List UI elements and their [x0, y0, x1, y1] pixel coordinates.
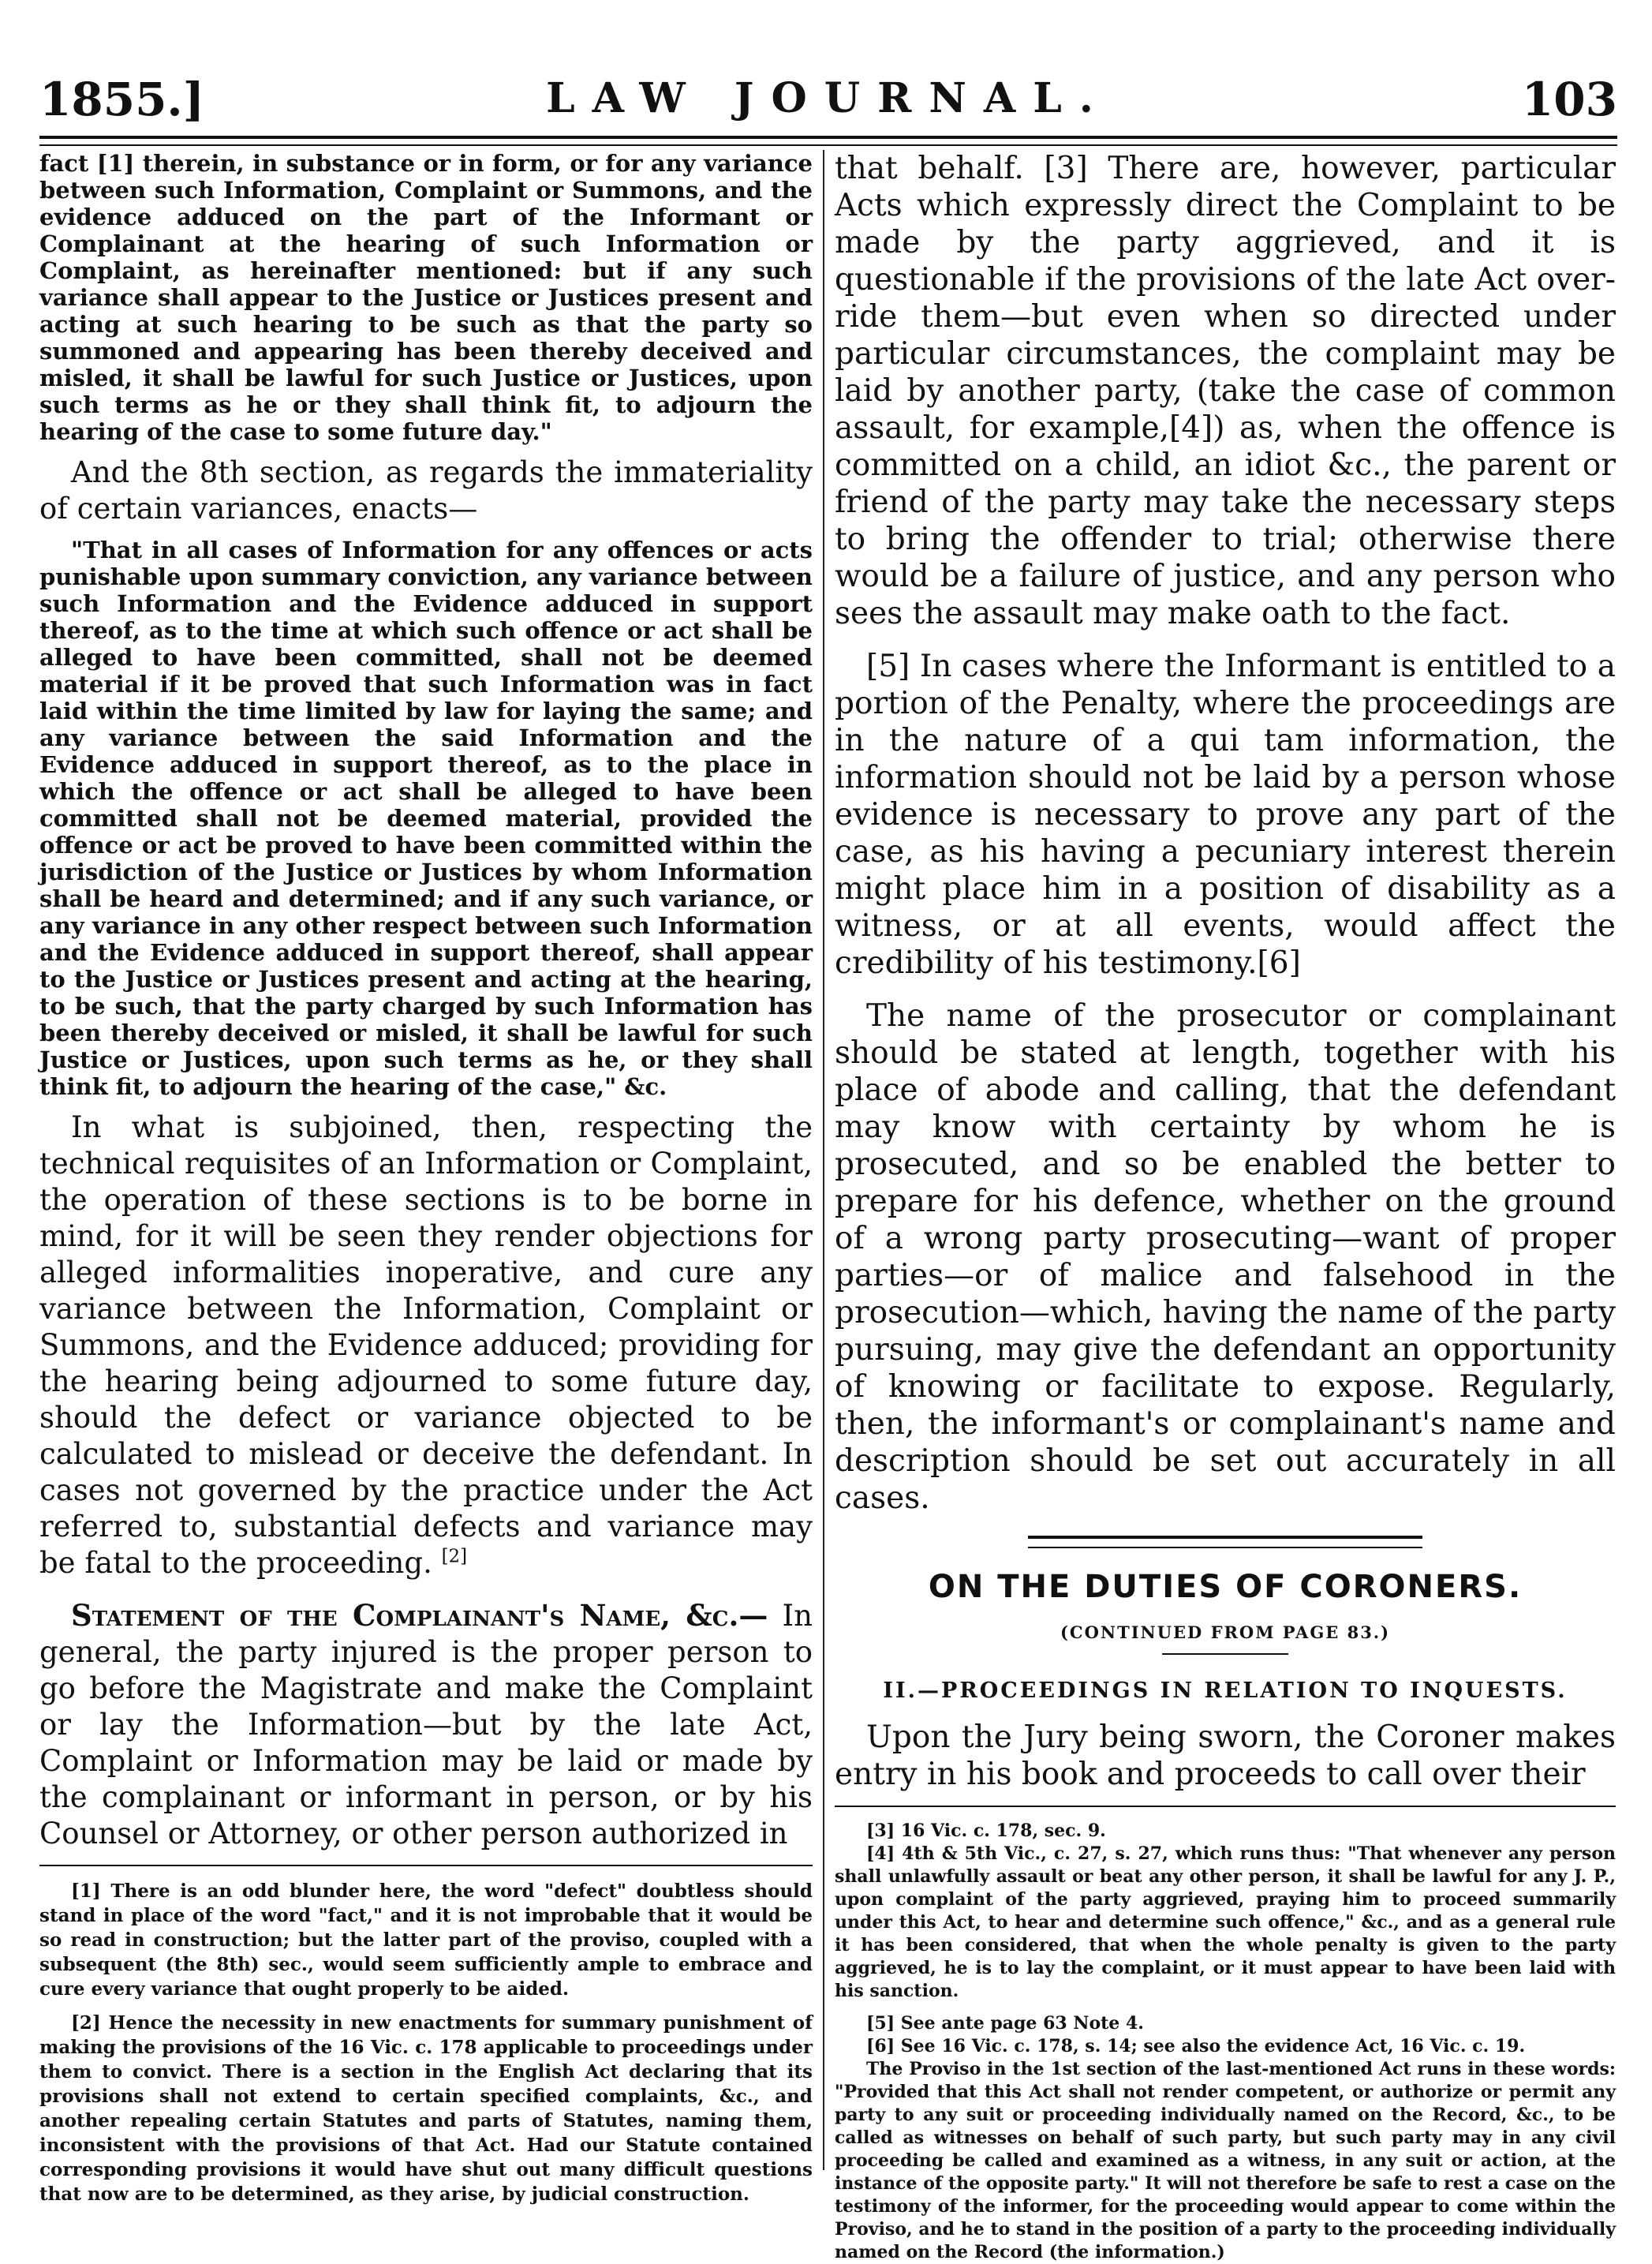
- subsection-title: II.—PROCEEDINGS IN RELATION TO INQUESTS.: [883, 1678, 1568, 1703]
- footnote-1: [1] There is an odd blunder here, the word "defect" doubtless should stand in place of the word "fact," and it is not improbable that it would be so read in construction; but the latter part of the proviso, coupled with a subsequent (the 8th) sec., would seem sufficiently ample to embrace and cure every variance that ought properly to be aided.: [39, 1880, 813, 2000]
- footnote-rule-right: [835, 1806, 1616, 1807]
- paragraph-statement: [39, 1597, 813, 1852]
- paragraph-subjoined-text: In what is subjoined, then, respecting the technical requisites of an Information or Complaint, the operation of these sections is to be borne in mind, for it will be seen they render objections for alleged informalities inoperative, and cure any variance between the Information, Complaint or Summons, and the Evidence adduced; providing for the hearing being adjourned to some future day, should the defect or variance objected to be calculated to mislead or deceive the defendant. In cases not governed by the practice under the Act referred to, substantial defects and variance may be fatal to the proceeding.: [39, 1110, 813, 1580]
- right-column: [835, 150, 1616, 2262]
- paragraph-jury: Upon the Jury being sworn, the Coroner makes entry in his book and proceeds to call over their: [835, 1720, 1616, 1792]
- paragraph-subjoined: [39, 1110, 813, 1581]
- footnote-2: [2] Hence the necessity in new enactments for summary punishment of making the provisions of the 16 Vic. c. 178 applicable to proceedings under them to convict. There is a section in the English Act declaring that its provisions shall not extend to certain specified complaints, &c., and another repealing certain Statutes and parts of Statutes, naming them, inconsistent with the provisions of that Act. Had our Statute contained corresponding provisions it would have shut out many difficult questions that now are to be determined, as they arise, by judicial construction.: [39, 2012, 813, 2205]
- journal-title: LAW JOURNAL.: [546, 74, 1111, 122]
- column-divider: [823, 150, 824, 2170]
- footnote-ref-2: [2]: [441, 1546, 468, 1567]
- paragraph-8th-section: And the 8th section, as regards the immateriality of certain variances, enacts—: [39, 455, 813, 526]
- footnote-6: [6] See 16 Vic. c. 178, s. 14; see also the evidence Act, 16 Vic. c. 19.: [866, 2036, 1526, 2056]
- header-rule: [39, 136, 1617, 146]
- paragraph-behalf: that behalf. [3] There are, however, particular Acts which expressly direct the Complaint to be made by the party aggrieved, and it is questionable if the provisions of the late Act over-ride them—but even when so directed under particular circumstances, the complaint may be laid by another party, (take the case of common assault, for example,[4]) as, when the offence is committed on a child, an idiot &c., the parent or friend of the party may take the necessary steps to bring the offender to trial; otherwise there would be a failure of justice, and any person who sees the assault may make oath to the fact.: [835, 151, 1616, 631]
- paragraph-informant: [5] In cases where the Informant is entitled to a portion of the Penalty, where the proceedings are in the nature of a qui tam information, the information should not be laid by a person whose evidence is necessary to prove any part of the case, as his having a pecuniary interest therein might place him in a position of disability as a witness, or at all events, would affect the credibility of his testimony.[6]: [835, 649, 1616, 981]
- footnote-4: [4] 4th & 5th Vic., c. 27, s. 27, which runs thus: "That whenever any person shall unlawfully assault or beat any other person, it shall be lawful for any J. P., upon complaint of the party aggrieved, praying him to proceed summarily under this Act, to hear and determine such offence," &c., and as a general rule it has been considered, that when the whole penalty is given to the party aggrieved, he is to lay the complaint, or it must appear to have been laid with his sanction.: [835, 1843, 1616, 2001]
- quote-7th-section: fact [1] therein, in substance or in form, or for any variance between such Information, Complaint or Summons, and the evidence adduced on the part of the Informant or Complainant at the hearing of such Information or Complaint, as hereinafter mentioned: but if any such variance shall appear to the Justice or Justices present and acting at such hearing to be such as that the party so summoned and appearing has been thereby deceived and misled, it shall be lawful for such Justice or Justices, upon such terms as he or they shall think fit, to adjourn the hearing of the case to some future day.": [39, 150, 813, 445]
- section-short-rule: [1162, 1653, 1288, 1655]
- page-header: [39, 73, 1617, 133]
- section-continued-note: (CONTINUED FROM PAGE 83.): [1060, 1622, 1391, 1642]
- statement-heading: Statement of the Complainant's Name, &c.—: [71, 1598, 768, 1633]
- quote-8th-section: "That in all cases of Information for any offences or acts punishable upon summary conviction, any variance between such Information and the Evidence adduced in support thereof, as to the time at which such offence or act shall be alleged to have been committed, shall not be deemed material if it be proved that such Information was in fact laid within the time limited by law for laying the same; and any variance between the said Information and the Evidence adduced in support thereof, as to the place in which the offence or act shall be alleged to have been committed shall not be deemed material, provided the offence or act be proved to have been committed within the jurisdiction of the Justice or Justices by whom Information shall be heard and determined; and if any such variance, or any variance in any other respect between such Information and the Evidence adduced in support thereof, shall appear to the Justice or Justices present and acting at the hearing, to be such, that the party charged by such Information has been thereby deceived or misled, it shall be lawful for such Justice or Justices, upon such terms as he, or they shall think fit, to adjourn the hearing of the case," &c.: [39, 537, 813, 1100]
- footnote-5: [5] See ante page 63 Note 4.: [866, 2013, 1144, 2034]
- page-number: 103: [1521, 73, 1617, 126]
- footnote-3: [3] 16 Vic. c. 178, sec. 9.: [866, 1821, 1106, 1841]
- section-rule: [1028, 1536, 1422, 1548]
- statement-text: In general, the party injured is the proper person to go before the Magistrate and make the Complaint or lay the Information—but by the late Act, Complaint or Information may be laid or made by the complainant or informant in person, or by his Counsel or Attorney, or other person authorized in: [39, 1599, 813, 1850]
- footnote-rule: [39, 1865, 813, 1866]
- footnote-6-proviso: The Proviso in the 1st section of the last-mentioned Act runs in these words: "Provided that this Act shall not render competent, or authorize or permit any party to any suit or proceeding individually named on the Record, &c., to be called as witnesses on behalf of such party, but such party may in any civil proceeding be called and examined as a witness, in any suit or action, at the instance of the opposite party." It will not therefore be safe to rest a case on the testimony of the informer, for the proceeding would appear to come within the Proviso, and he to stand in the position of a party to the proceeding individually named on the Record (the information.): [835, 2059, 1616, 2262]
- header-year: 1855.]: [39, 73, 205, 126]
- section-title: ON THE DUTIES OF CORONERS.: [928, 1569, 1523, 1605]
- left-column: [39, 150, 813, 2205]
- paragraph-complainant-name: The name of the prosecutor or complainant should be stated at length, together with his place of abode and calling, that the defendant may know with certainty by whom he is prosecuted, and so be enabled the better to prepare for his defence, whether on the ground of a wrong party prosecuting—want of proper parties—or of malice and falsehood in the prosecution—which, having the name of the party pursuing, may give the defendant an opportunity of knowing or facilitate to expose. Regularly, then, the informant's or complainant's name and description should be set out accurately in all cases.: [835, 998, 1616, 1516]
